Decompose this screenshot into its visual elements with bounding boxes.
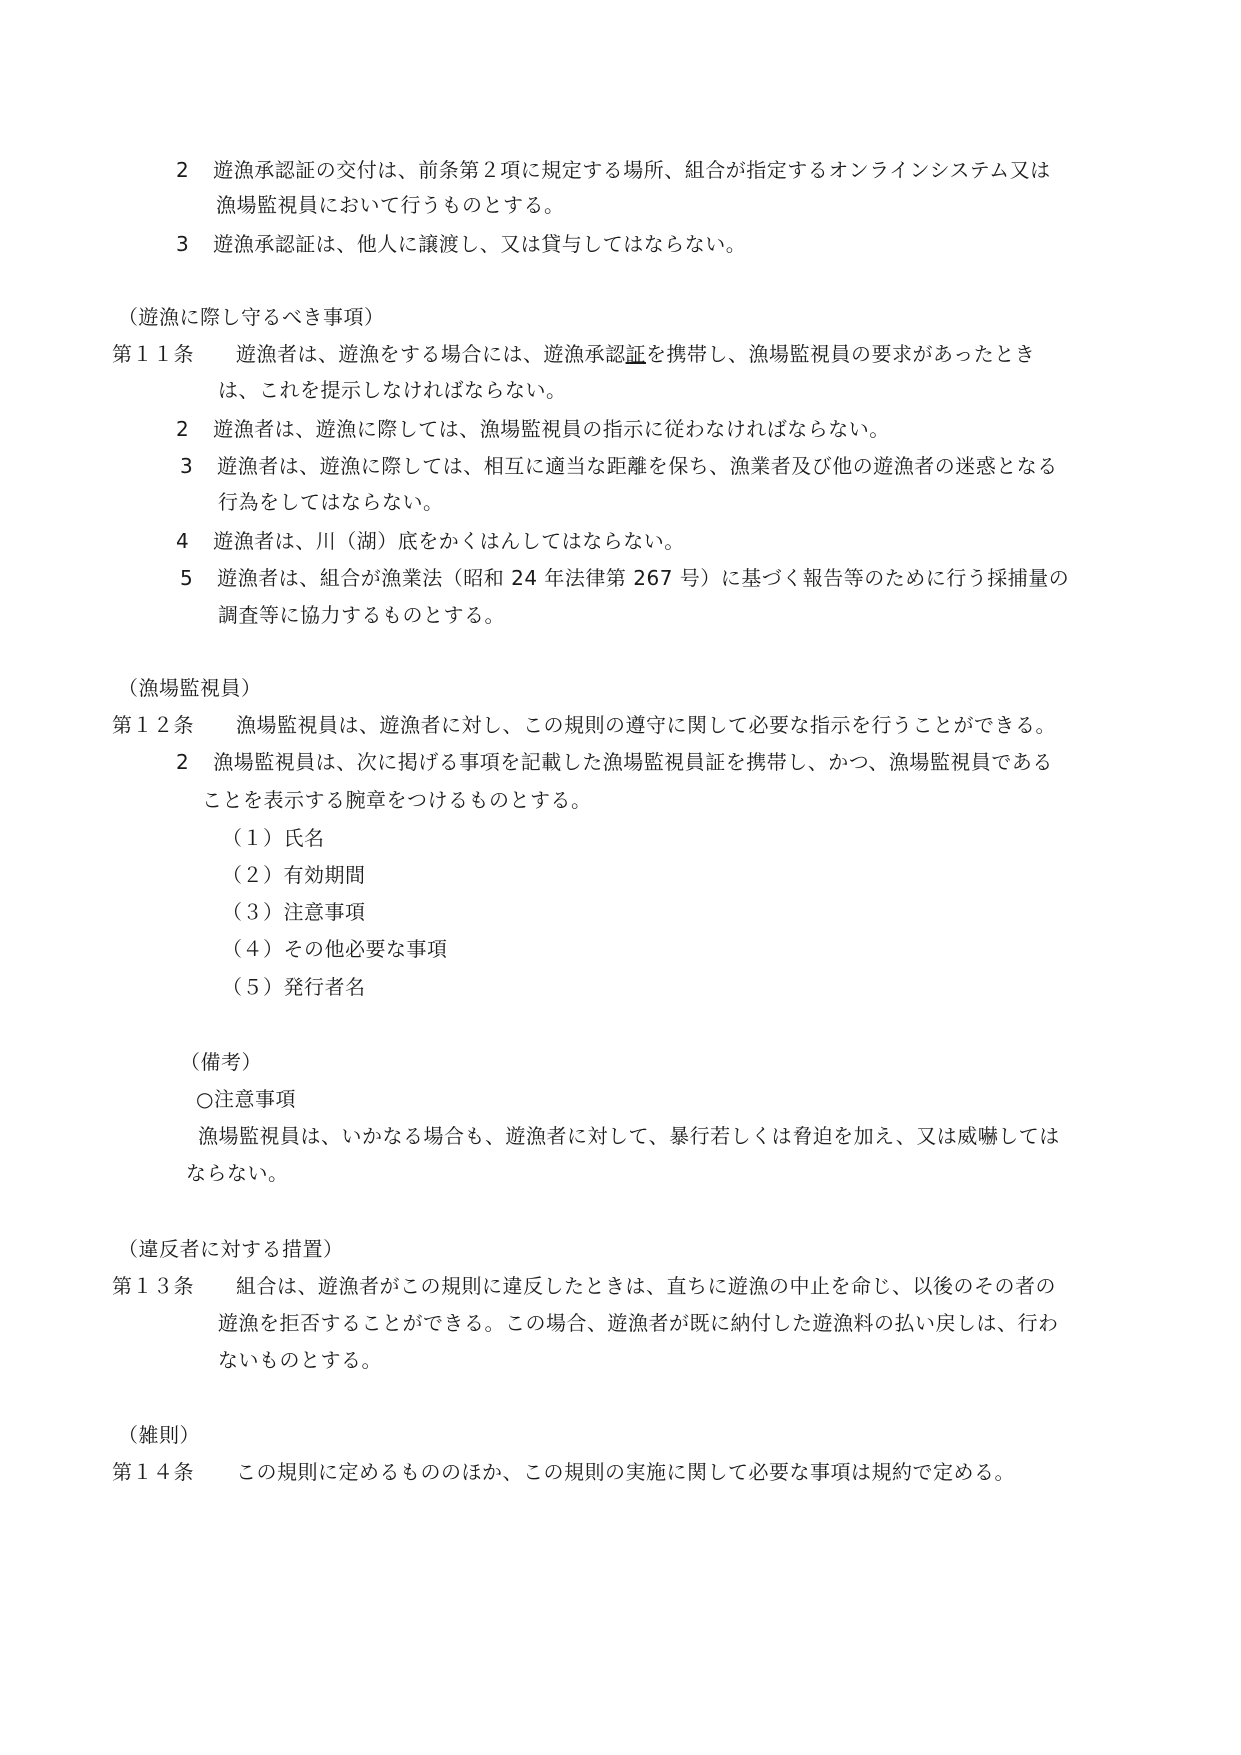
paragraph-text: 遊漁者は、遊漁に際しては、相互に適当な距離を保ち、漁業者及び他の遊漁者の迷惑となる <box>217 454 1058 478</box>
article-14-p1 <box>112 1458 1015 1486</box>
list-item: （５）発行者名 <box>222 975 366 999</box>
article-11-heading: 第１１条 <box>112 342 194 366</box>
paragraph-11-3-cont: 行為をしてはならない。 <box>218 490 444 514</box>
list-item: （１）氏名 <box>222 826 325 850</box>
article-11-p1-cont: は、これを提示しなければならない。 <box>218 378 567 402</box>
paragraph-11-5-cont: 調査等に協力するものとする。 <box>218 603 505 627</box>
paragraph-12-2 <box>176 748 1053 776</box>
article-12-heading: 第１２条 <box>112 713 194 737</box>
article-12-text: 漁場監視員は、遊漁者に対し、この規則の遵守に関して必要な指示を行うことができる。 <box>236 713 1056 737</box>
article-13-cont: ないものとする。 <box>218 1348 382 1372</box>
paragraph-number: 5 <box>180 566 194 590</box>
remarks-text-cont: ならない。 <box>186 1161 289 1185</box>
paragraph-number: 2 <box>176 158 190 182</box>
remarks-subheading: ○注意事項 <box>196 1087 296 1111</box>
paragraph-text: 遊漁者は、川（湖）底をかくはんしてはならない。 <box>213 529 685 553</box>
article-14-caption: （雑則） <box>118 1423 200 1447</box>
article-11-p1 <box>112 340 1035 368</box>
paragraph-text: 遊漁承認証は、他人に譲渡し、又は貸与してはならない。 <box>213 232 747 256</box>
paragraph-number: 3 <box>176 232 190 256</box>
paragraph-text: 遊漁者は、組合が漁業法（昭和 24 年法律第 267 号）に基づく報告等のために行う採捕量の <box>217 566 1070 590</box>
paragraph-10-2 <box>176 156 1051 184</box>
paragraph-11-5 <box>180 564 1069 592</box>
paragraph-number: 3 <box>180 454 194 478</box>
article-11-caption: （遊漁に際し守るべき事項） <box>118 305 385 329</box>
list-item: （３）注意事項 <box>222 900 366 924</box>
paragraph-10-3 <box>176 230 746 258</box>
paragraph-text: 漁場監視員は、次に掲げる事項を記載した漁場監視員証を携帯し、かつ、漁場監視員である <box>213 750 1053 774</box>
article-13-caption: （違反者に対する措置） <box>118 1237 344 1261</box>
article-11-text: を携帯し、漁場監視員の要求があったとき <box>646 342 1036 366</box>
article-12-caption: （漁場監視員） <box>118 676 262 700</box>
article-14-heading: 第１４条 <box>112 1460 194 1484</box>
article-12-p1 <box>112 711 1056 739</box>
paragraph-number: 4 <box>176 529 190 553</box>
paragraph-text: 遊漁承認証の交付は、前条第２項に規定する場所、組合が指定するオンラインシステム又は <box>213 158 1051 182</box>
paragraph-11-4 <box>176 527 685 555</box>
article-13-p1 <box>112 1272 1056 1300</box>
paragraph-11-3 <box>180 452 1058 480</box>
article-13-heading: 第１３条 <box>112 1274 194 1298</box>
article-13-cont: 遊漁を拒否することができる。この場合、遊漁者が既に納付した遊漁料の払い戻しは、行わ <box>218 1311 1059 1335</box>
list-item: （４）その他必要な事項 <box>222 937 448 961</box>
article-11-text: 遊漁者は、遊漁をする場合には、遊漁承認 <box>236 342 626 366</box>
paragraph-text: 遊漁者は、遊漁に際しては、漁場監視員の指示に従わなければならない。 <box>213 417 890 441</box>
article-11-text-underlined: 証 <box>625 342 646 366</box>
article-13-text: 組合は、遊漁者がこの規則に違反したときは、直ちに遊漁の中止を命じ、以後のその者の <box>236 1274 1056 1298</box>
paragraph-number: 2 <box>176 417 190 441</box>
article-14-text: この規則に定めるもののほか、この規則の実施に関して必要な事項は規約で定める。 <box>236 1460 1015 1484</box>
paragraph-10-2-cont: 漁場監視員において行うものとする。 <box>216 193 565 217</box>
remarks-caption: （備考） <box>180 1050 262 1074</box>
paragraph-11-2 <box>176 415 890 443</box>
list-item: （２）有効期間 <box>222 863 366 887</box>
paragraph-number: 2 <box>176 750 190 774</box>
remarks-text: 漁場監視員は、いかなる場合も、遊漁者に対して、暴行若しくは脅迫を加え、又は威嚇しては <box>198 1124 1060 1148</box>
paragraph-12-2-cont: ことを表示する腕章をつけるものとする。 <box>202 788 592 812</box>
